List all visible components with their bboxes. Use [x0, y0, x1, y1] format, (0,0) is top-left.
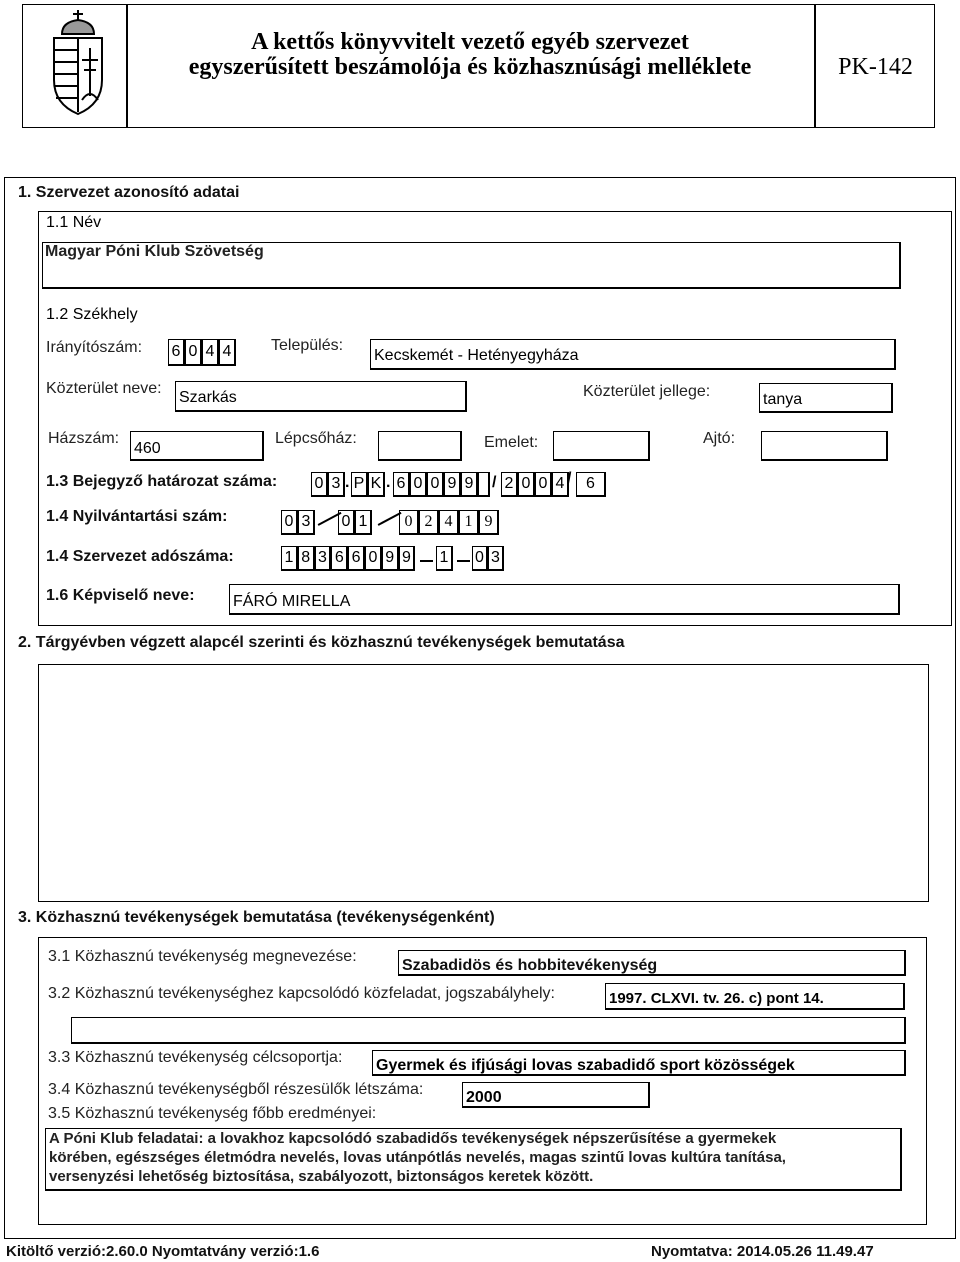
tax-digit-cell[interactable]: 1 [281, 546, 298, 571]
decision-digit-cell[interactable]: 9 [461, 472, 478, 497]
zip-digit-cell[interactable]: 6 [168, 339, 185, 366]
tax-digit-cell[interactable]: 6 [331, 546, 348, 571]
header-title-line1: A kettős könyvvitelt vezető egyéb szervezet [251, 29, 689, 55]
tax-digit-cell[interactable]: 1 [436, 546, 453, 571]
tax-label: 1.4 Szervezet adószáma: [46, 548, 234, 565]
coat-of-arms-icon [42, 8, 114, 120]
tax-dash-1 [420, 560, 433, 562]
door-label: Ajtó: [703, 430, 736, 447]
footer-printed: Nyomtatva: 2014.05.26 11.49.47 [651, 1243, 874, 1260]
seat-label: 1.2 Székhely [46, 306, 138, 323]
section3-title: 3. Közhasznú tevékenységek bemutatása (tevékenységenként) [18, 909, 495, 926]
form-code: PK-142 [838, 54, 913, 80]
task-extra-field[interactable] [71, 1017, 906, 1044]
registry-digit-cell[interactable]: 1 [459, 510, 479, 535]
decision-digit-cell[interactable]: 9 [444, 472, 461, 497]
footer-version: Kitöltő verzió:2.60.0 Nyomtatvány verzió:1.6 [6, 1243, 320, 1260]
street-label: Közterület neve: [46, 380, 162, 397]
decision-slash-1: / [492, 474, 497, 491]
street-type-value: tanya [763, 391, 803, 408]
activity-label: 3.1 Közhasznú tevékenység megnevezése: [48, 948, 357, 965]
floor-field[interactable] [553, 431, 650, 461]
house-label: Házszám: [48, 430, 120, 447]
tax-dash-2 [457, 560, 470, 562]
registry-digit-cell[interactable]: 0 [338, 510, 355, 535]
registry-digit-cell[interactable]: 0 [399, 510, 419, 535]
street-type-label: Közterület jellege: [583, 383, 711, 400]
count-value: 2000 [466, 1089, 502, 1106]
zip-digit-cell[interactable]: 4 [202, 339, 219, 366]
registry-label: 1.4 Nyilvántartási szám: [46, 508, 228, 525]
tax-digit-cell[interactable]: 8 [298, 546, 315, 571]
section2-text [39, 665, 928, 677]
results-line-2: körében, egészséges életmódra nevelés, lovas utánpótlás nevelés, magas szintű lovas kultúra tanítása, [49, 1149, 786, 1166]
registry-digit-cell[interactable]: 9 [479, 510, 499, 535]
registry-digit-cell[interactable]: 1 [355, 510, 372, 535]
decision-digit-cell[interactable]: 4 [552, 472, 569, 497]
decision-digit-cell[interactable]: 0 [518, 472, 535, 497]
city-label: Település: [271, 337, 344, 354]
decision-label: 1.3 Bejegyző határozat száma: [46, 473, 278, 490]
decision-dot-2: . [386, 474, 391, 491]
decision-digit-cell[interactable]: 3 [328, 472, 345, 497]
stair-label: Lépcsőház: [275, 430, 357, 447]
decision-letter-cell[interactable]: P [351, 472, 368, 497]
city-value: Kecskemét - Hetényegyháza [374, 347, 579, 364]
tax-digit-cell[interactable]: 3 [315, 546, 332, 571]
results-label: 3.5 Közhasznú tevékenység főbb eredményei: [48, 1105, 377, 1122]
decision-digit-cell[interactable]: 0 [535, 472, 552, 497]
section2-text-area[interactable] [38, 664, 929, 902]
street-value: Szarkás [179, 389, 237, 406]
stair-field[interactable] [378, 431, 462, 461]
tax-digit-cell[interactable]: 0 [365, 546, 382, 571]
registry-digit-cell[interactable]: 3 [298, 510, 315, 535]
target-value: Gyermek és ifjúsági lovas szabadidő sport közösségek [376, 1057, 795, 1074]
decision-digit-cell[interactable]: 6 [393, 472, 410, 497]
registry-digit-cell[interactable]: 0 [281, 510, 298, 535]
tax-digit-cell[interactable]: 9 [382, 546, 399, 571]
task-value: 1997. CLXVI. tv. 26. c) pont 14. [609, 990, 824, 1007]
decision-dot-1: . [345, 474, 350, 491]
results-line-3: versenyzési lehetőség biztosítása, szabályozott, biztonságos keretek között. [49, 1168, 594, 1185]
zip-digit-cell[interactable]: 0 [185, 339, 202, 366]
section1-title: 1. Szervezet azonosító adatai [18, 184, 240, 201]
name-label: 1.1 Név [46, 214, 102, 231]
header-title-line2: egyszerűsített beszámolója és közhasznúsági melléklete [188, 54, 752, 80]
decision-digit-cell[interactable]: 6 [576, 472, 606, 497]
count-label: 3.4 Közhasznú tevékenységből részesülők létszáma: [48, 1081, 424, 1098]
tax-digit-cell[interactable]: 6 [348, 546, 365, 571]
task-label: 3.2 Közhasznú tevékenységhez kapcsolódó közfeladat, jogszabályhely: [48, 985, 555, 1002]
decision-digit-cell[interactable]: 2 [501, 472, 518, 497]
zip-label: Irányítószám: [46, 339, 143, 356]
house-value: 460 [134, 440, 161, 457]
tax-digit-cell[interactable]: 0 [472, 546, 488, 571]
decision-blank-cell[interactable] [478, 472, 490, 497]
decision-slash-2: / [567, 470, 572, 487]
tax-digit-cell[interactable]: 3 [488, 546, 504, 571]
decision-digit-cell[interactable]: 0 [410, 472, 427, 497]
decision-letter-cell[interactable]: K [368, 472, 385, 497]
door-field[interactable] [761, 431, 888, 461]
rep-value: FÁRÓ MIRELLA [233, 593, 351, 610]
name-value: Magyar Póni Klub Szövetség [45, 243, 264, 260]
registry-digit-cell[interactable]: 2 [419, 510, 439, 535]
activity-value: Szabadidös és hobbitevékenység [402, 957, 658, 974]
zip-digit-cell[interactable]: 4 [219, 339, 236, 366]
registry-digit-cell[interactable]: 4 [439, 510, 459, 535]
decision-digit-cell[interactable]: 0 [427, 472, 444, 497]
floor-label: Emelet: [484, 434, 539, 451]
results-field[interactable] [45, 1128, 902, 1191]
section2-title: 2. Tárgyévben végzett alapcél szerinti és közhasznú tevékenységek bemutatása [18, 634, 625, 651]
target-label: 3.3 Közhasznú tevékenység célcsoportja: [48, 1049, 343, 1066]
results-line-1: A Póni Klub feladatai: a lovakhoz kapcsolódó szabadidős tevékenységek népszerűsítése a gyermekek [49, 1130, 777, 1147]
tax-digit-cell[interactable]: 9 [399, 546, 416, 571]
decision-digit-cell[interactable]: 0 [311, 472, 328, 497]
rep-label: 1.6 Képviselő neve: [46, 587, 195, 604]
